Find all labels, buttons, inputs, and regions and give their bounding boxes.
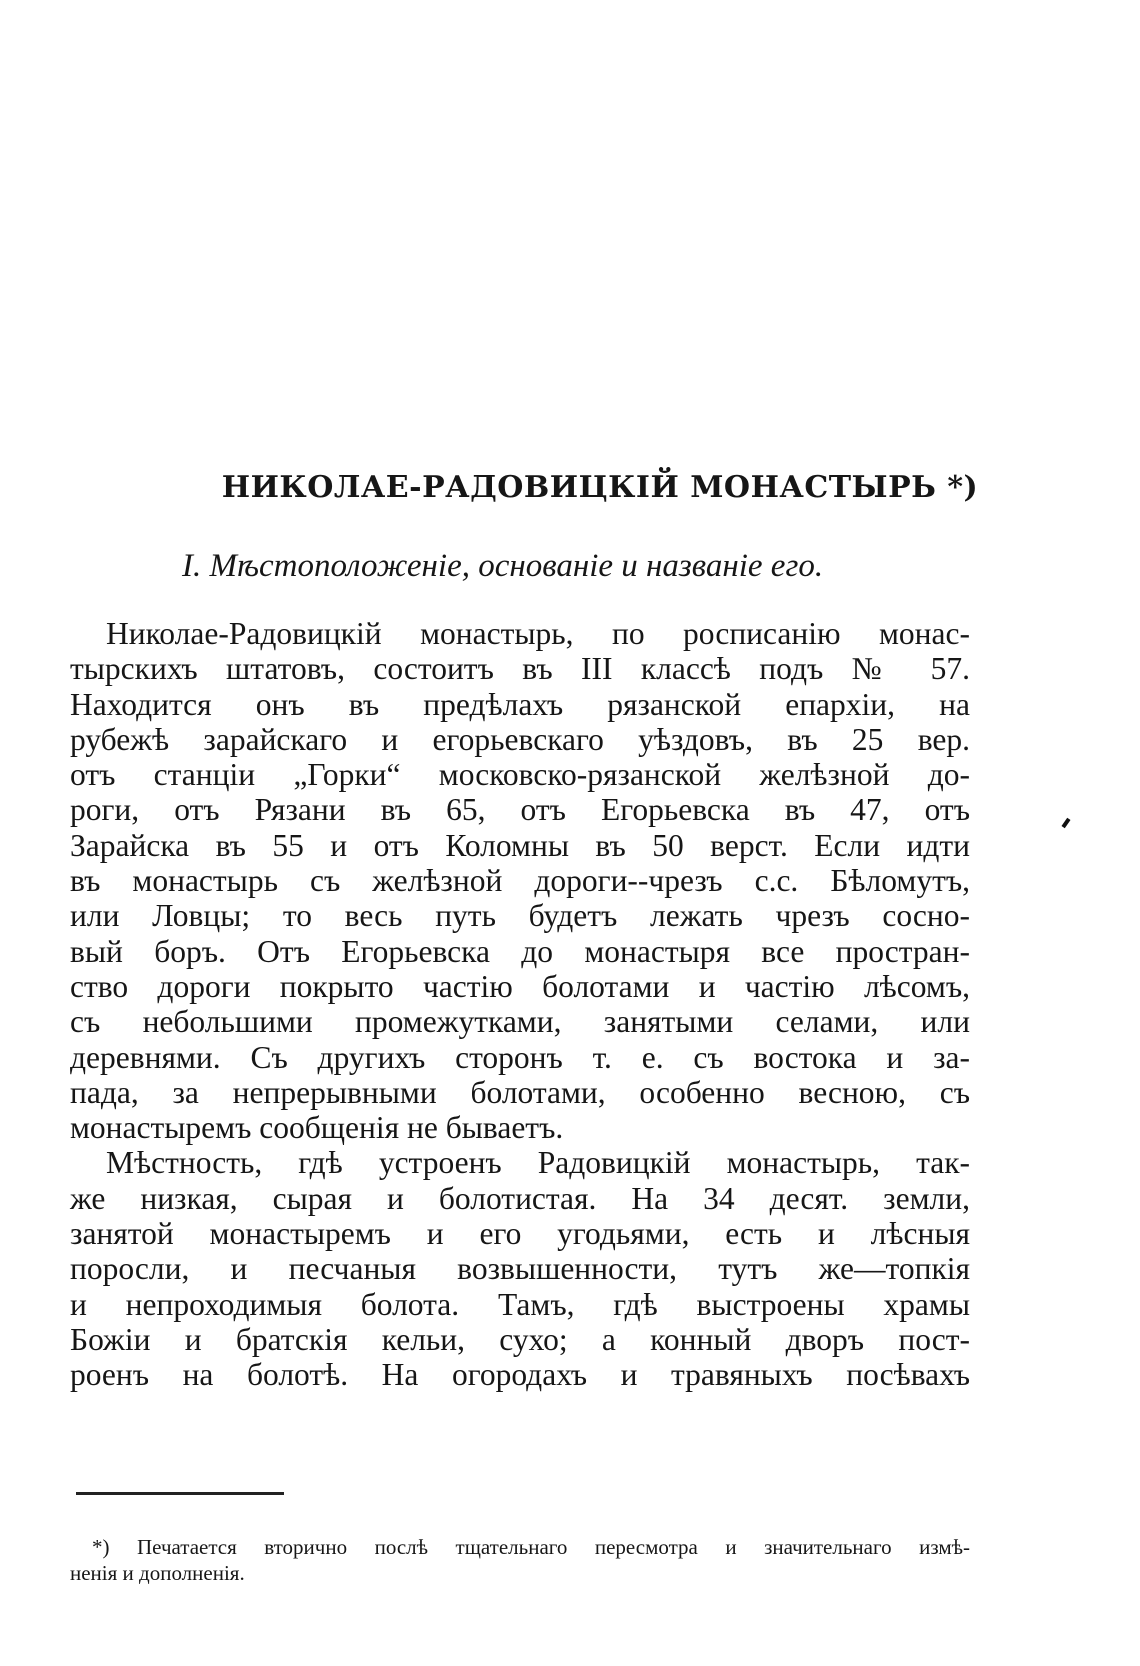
body-line: монастыремъ сообщенія не бываетъ.	[70, 1110, 564, 1146]
body-line: деревнями. Съ другихъ сторонъ т. е. съ востока и за-	[70, 1039, 970, 1075]
footnote-line: ненія и дополненія.	[70, 1561, 245, 1585]
body-line: рубежѣ зарайскаго и егорьевскаго уѣздовъ, въ 25 вер.	[70, 721, 970, 757]
body-line: ство дороги покрыто частію болотами и частію лѣсомъ,	[70, 968, 970, 1004]
body-line: съ небольшими промежутками, занятыми селами, или	[70, 1004, 970, 1040]
body-line: вый боръ. Отъ Егорьевска до монастыря все простран-	[70, 933, 970, 969]
body-line: роенъ на болотѣ. На огородахъ и травяныхъ посѣвахъ	[70, 1357, 970, 1393]
body-line: въ монастырь съ желѣзной дороги--чрезъ с.с. Бѣломутъ,	[70, 863, 970, 899]
footnote	[70, 1534, 970, 1586]
body-line: поросли, и песчаныя возвышенности, тутъ же—топкія	[70, 1251, 970, 1287]
section-heading: I. Мѣстоположеніе, основаніе и названіе его.	[182, 548, 824, 584]
body-line: занятой монастыремъ и его угодьями, есть и лѣсныя	[70, 1216, 970, 1252]
body-line: роги, отъ Рязани въ 65, отъ Егорьевска въ 47, отъ	[70, 792, 970, 828]
body-text	[70, 616, 970, 1393]
body-line: Находится онъ въ предѣлахъ рязанской епархіи, на	[70, 686, 970, 722]
body-line: Мѣстность, гдѣ устроенъ Радовицкій монастырь, так-	[106, 1145, 970, 1181]
body-line: отъ станціи „Горки“ московско-рязанской желѣзной до-	[70, 757, 970, 793]
page-title: НИКОЛАЕ-РАДОВИЦКІЙ МОНАСТЫРЬ *)	[221, 470, 979, 505]
ink-speck	[1061, 818, 1070, 828]
body-line: тырскихъ штатовъ, состоитъ въ III классѣ подъ № 57.	[70, 651, 970, 687]
footnote-divider	[76, 1492, 284, 1495]
body-line: же низкая, сырая и болотистая. На 34 десят. земли,	[70, 1180, 970, 1216]
body-line: Николае-Радовицкій монастырь, по росписанію монас-	[106, 616, 970, 651]
body-line: и непроходимыя болота. Тамъ, гдѣ выстроены храмы	[70, 1286, 970, 1322]
footnote-line: *) Печатается вторично послѣ тщательнаго пересмотра и значительнаго измѣ-	[92, 1535, 970, 1559]
body-line: Зарайска въ 55 и отъ Коломны въ 50 верст. Если идти	[70, 827, 970, 863]
body-line: пада, за непрерывными болотами, особенно весною, съ	[70, 1074, 970, 1110]
body-line: Божіи и братскія кельи, сухо; а конный дворъ пост-	[70, 1321, 970, 1357]
body-line: или Ловцы; то весь путь будетъ лежать чрезъ сосно-	[70, 898, 970, 934]
